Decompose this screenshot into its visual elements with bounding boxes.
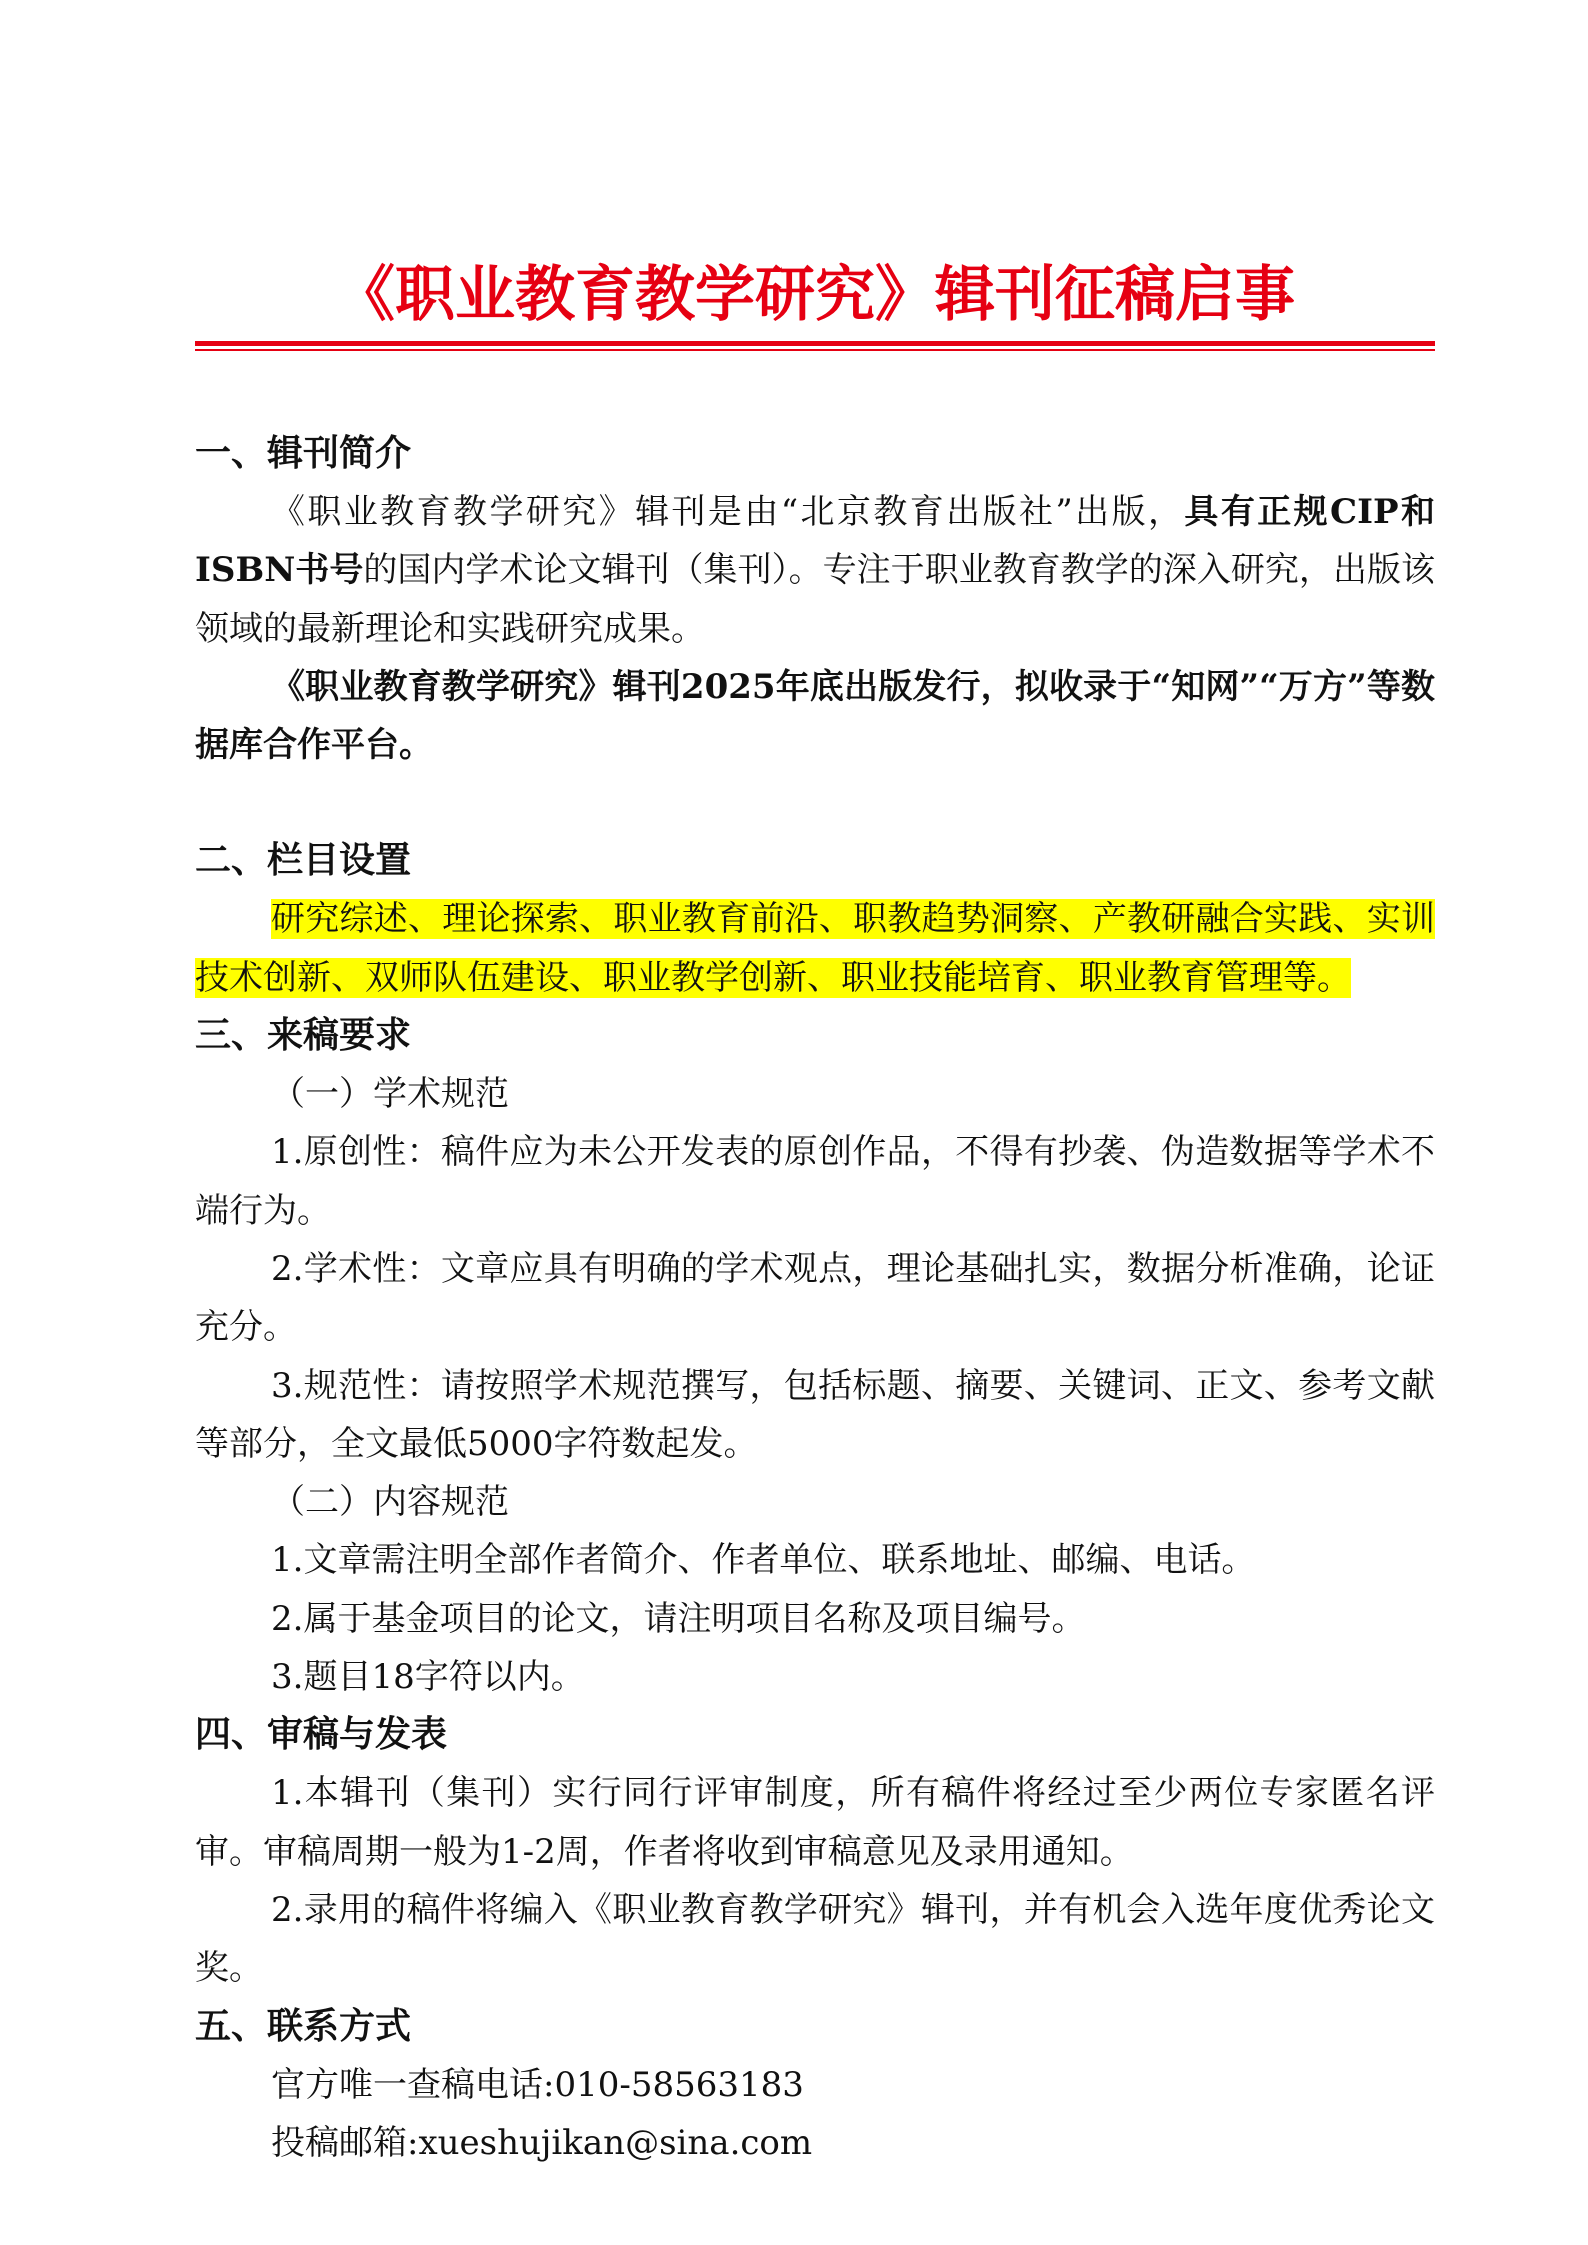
title-rule-thin — [195, 349, 1435, 351]
contact-email[interactable]: 投稿邮箱:xueshujikan@sina.com — [271, 2122, 813, 2163]
requirement-originality: 1.原创性：稿件应为未公开发表的原创作品，不得有抄袭、伪造数据等学术不端行为。 — [195, 1132, 1435, 1231]
intro-text-b: 的国内学术论文辑刊（集刊）。专注于职业教育教学的深入研究，出版该领域的最新理论和实践研究成果。 — [195, 550, 1435, 649]
review-rule-2: 2.录用的稿件将编入《职业教育教学研究》辑刊，并有机会入选年度优秀论文奖。 — [195, 1889, 1435, 1989]
contact-phone: 官方唯一查稿电话:010-58563183 — [271, 2064, 804, 2105]
section-heading-columns: 二、栏目设置 — [195, 840, 412, 882]
content-rule-2: 2.属于基金项目的论文，请注明项目名称及项目编号。 — [271, 1598, 1086, 1639]
requirement-format: 3.规范性：请按照学术规范撰写，包括标题、摘要、关键词、正文、参考文献等部分，全文最低5000字符数起发。 — [195, 1365, 1435, 1464]
columns-highlighted-text: 研究综述、理论探索、职业教育前沿、职教趋势洞察、产教研融合实践、实训技术创新、双师队伍建设、职业教学创新、职业技能培育、职业教育管理等。 — [195, 899, 1435, 998]
section-heading-contact: 五、联系方式 — [195, 2005, 412, 2047]
intro-text-bold: 具有正规CIP和ISBN书号 — [195, 492, 1436, 591]
content-rule-1: 1.文章需注明全部作者简介、作者单位、联系地址、邮编、电话。 — [271, 1540, 1256, 1581]
intro-paragraph-2: 《职业教育教学研究》辑刊2025年底出版发行，拟收录于“知网”“万方”等数据库合作平台。 — [195, 666, 1435, 766]
subheading-academic: （一）学术规范 — [271, 1074, 509, 1115]
document-body — [195, 425, 1435, 2172]
requirement-academic: 2.学术性：文章应具有明确的学术观点，理论基础扎实，数据分析准确，论证充分。 — [195, 1248, 1435, 1348]
review-rule-1: 1.本辑刊（集刊）实行同行评审制度，所有稿件将经过至少两位专家匿名评审。审稿周期一般为1-2周，作者将收到审稿意见及录用通知。 — [195, 1773, 1435, 1872]
content-rule-3: 3.题目18字符以内。 — [271, 1657, 585, 1698]
spacer — [195, 774, 1435, 832]
intro-text-a: 《职业教育教学研究》辑刊是由“北京教育出版社”出版， — [271, 492, 1185, 532]
title-rule-thick — [195, 341, 1435, 346]
section-heading-review: 四、审稿与发表 — [195, 1714, 448, 1756]
section-heading-intro: 一、辑刊简介 — [195, 433, 412, 474]
document-title: 《职业教育教学研究》辑刊征稿启事 — [335, 260, 1295, 330]
intro-paragraph-1 — [195, 483, 1435, 658]
subheading-content: （二）内容规范 — [271, 1482, 509, 1523]
columns-paragraph — [195, 890, 1435, 1007]
section-heading-requirements: 三、来稿要求 — [195, 1015, 412, 1057]
